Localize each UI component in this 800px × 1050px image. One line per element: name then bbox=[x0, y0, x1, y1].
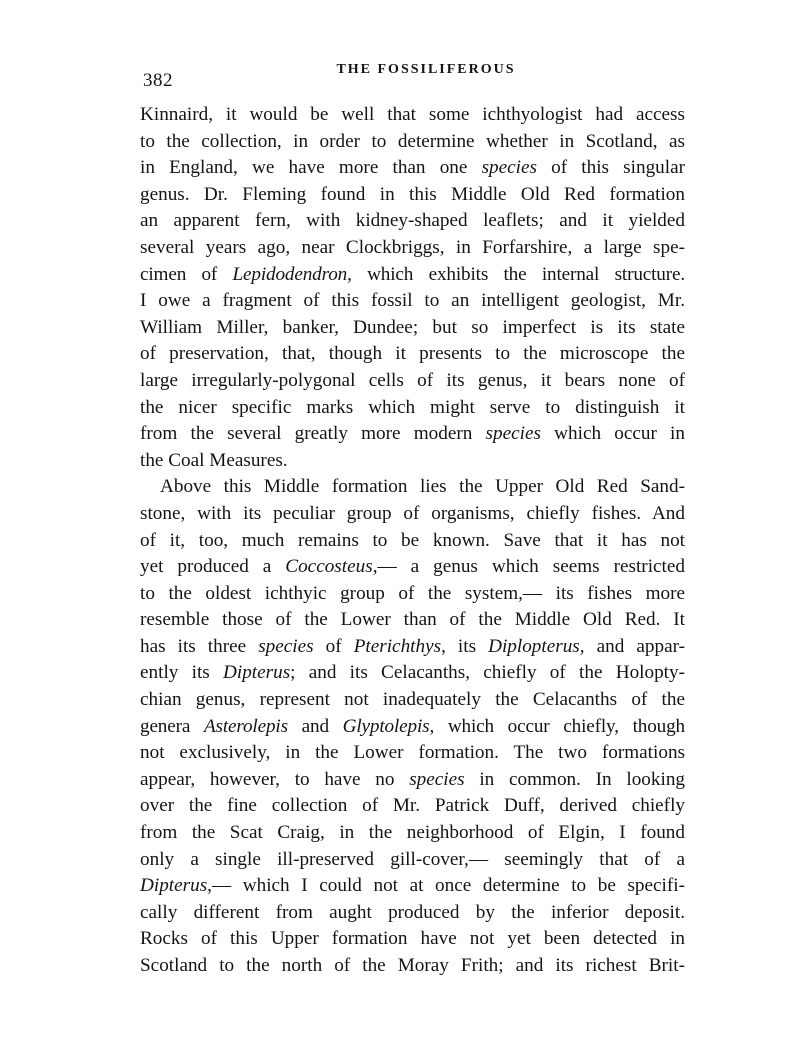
text-line: Scotland to the north of the Moray Frith; and its richest Brit- bbox=[140, 955, 685, 976]
text-line: the Coal Measures. bbox=[140, 449, 288, 471]
text-line: Rocks of this Upper formation have not yet been detected in bbox=[140, 928, 685, 950]
text-line: ently its Dipterus; and its Celacanths, chiefly of the Holopty- bbox=[140, 662, 686, 684]
text-line: cimen of Lepidodendron, which exhibits the internal structure. bbox=[140, 263, 686, 285]
italic-term: Dipterus bbox=[223, 662, 291, 684]
body-text bbox=[140, 102, 685, 980]
text-line: cally different from aught produced by the inferior deposit. bbox=[140, 901, 685, 923]
italic-term: Asterolepis bbox=[203, 715, 288, 737]
text-line: has its three species of Pterichthys, its Diplopterus, and appar- bbox=[140, 635, 685, 657]
text-line: of it, too, much remains to be known. Save that it has not bbox=[140, 529, 685, 551]
text-line: the nicer specific marks which might serve to distinguish it bbox=[140, 396, 685, 418]
text-line: appear, however, to have no species in common. In looking bbox=[140, 768, 686, 790]
text-line: stone, with its peculiar group of organisms, chiefly fishes. And bbox=[140, 502, 685, 524]
italic-term: Dipterus bbox=[140, 875, 208, 897]
italic-term: Coccosteus bbox=[285, 556, 373, 578]
text-line: several years ago, near Clockbriggs, in Forfarshire, a large spe- bbox=[140, 236, 685, 258]
text-line: genera Asterolepis and Glyptolepis, which occur chiefly, though bbox=[140, 715, 685, 737]
page-header bbox=[137, 60, 685, 91]
italic-term: species bbox=[485, 423, 541, 445]
text-line: an apparent fern, with kidney-shaped leaflets; and it yielded bbox=[140, 210, 685, 232]
text-line: Kinnaird, it would be well that some ichthyologist had access bbox=[140, 104, 685, 125]
text-line: to the collection, in order to determine whether in Scotland, as bbox=[140, 130, 685, 152]
text-line: genus. Dr. Fleming found in this Middle Old Red formation bbox=[140, 183, 685, 205]
paragraph-first-line: Above this Middle formation lies the Upper Old Red Sand- bbox=[160, 476, 685, 498]
italic-term: Diplopterus bbox=[488, 635, 580, 657]
italic-term: species bbox=[481, 157, 537, 179]
italic-term: species bbox=[258, 635, 314, 657]
italic-term: Lepidodendron bbox=[232, 263, 348, 285]
italic-term: Pterichthys bbox=[353, 635, 442, 657]
text-line: over the fine collection of Mr. Patrick Duff, derived chiefly bbox=[140, 795, 685, 817]
text-line: large irregularly-polygonal cells of its genus, it bears none of bbox=[140, 369, 685, 391]
text-line: resemble those of the Lower than of the Middle Old Red. It bbox=[140, 609, 685, 631]
text-line: to the oldest ichthyic group of the system,— its fishes more bbox=[140, 582, 685, 604]
text-line: not exclusively, in the Lower formation. The two formations bbox=[140, 742, 685, 764]
page-number: 382 bbox=[143, 70, 173, 91]
text-line: William Miller, banker, Dundee; but so imperfect is its state bbox=[140, 316, 685, 338]
italic-term: species bbox=[409, 768, 465, 790]
text-line: from the several greatly more modern species which occur in bbox=[140, 423, 685, 445]
text-line: only a single ill-preserved gill-cover,— seemingly that of a bbox=[140, 848, 685, 870]
text-line: from the Scat Craig, in the neighborhood of Elgin, I found bbox=[140, 822, 685, 844]
text-line: Dipterus,— which I could not at once determine to be specifi- bbox=[140, 875, 685, 897]
text-line: of preservation, that, though it presents to the microscope the bbox=[140, 343, 685, 365]
text-line: I owe a fragment of this fossil to an intelligent geologist, Mr. bbox=[140, 290, 685, 312]
text-line: chian genus, represent not inadequately the Celacanths of the bbox=[140, 689, 685, 711]
text-line: in England, we have more than one species of this singular bbox=[140, 157, 685, 179]
text-line: yet produced a Coccosteus,— a genus which seems restricted bbox=[140, 556, 685, 578]
italic-term: Glyptolepis bbox=[342, 715, 430, 737]
running-head: THE FOSSILIFEROUS bbox=[336, 62, 516, 77]
